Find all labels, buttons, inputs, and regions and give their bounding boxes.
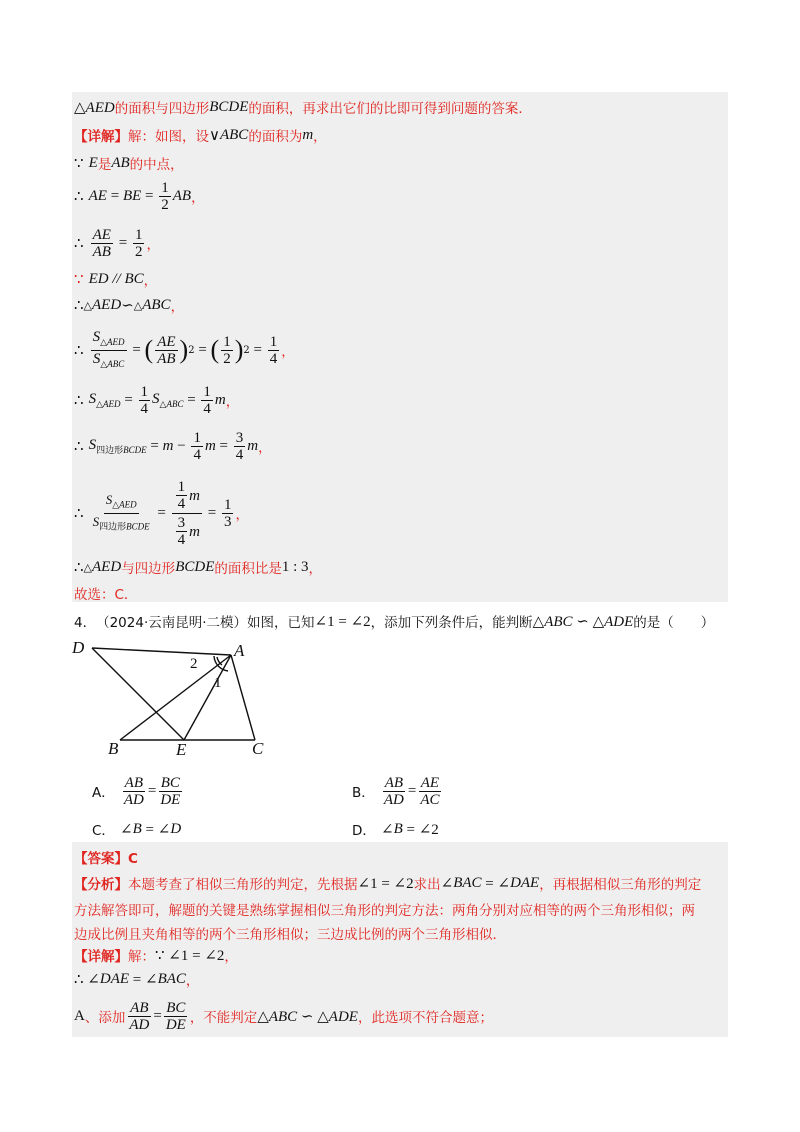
option-a-explain-label: A bbox=[74, 1007, 85, 1024]
option-a-label: A． bbox=[92, 785, 115, 801]
parallel-line: ∵ ED // BC ， bbox=[74, 270, 158, 289]
similar-line: ∴ △ AED ∽ △ ABC ， bbox=[74, 296, 185, 315]
segment-ba bbox=[120, 655, 231, 740]
analysis-tag: 【分析】 bbox=[74, 877, 128, 893]
answer-tag: 【答案】C bbox=[74, 851, 138, 867]
analysis-text-1b: 求出 bbox=[413, 877, 441, 893]
option-b-label: B． bbox=[352, 785, 375, 801]
area-ratio-line: ∴ $\frac{S_{\triangle AED}}{S_{\triangle ABC}}$ = ( $\frac{AE}{AB}$ ) 2 = ( $\frac{1}{2}$ ) 2 = $\frac{1}{4}$ ， bbox=[74, 328, 295, 369]
detail-text: 解：如图，设 bbox=[128, 129, 209, 145]
analysis-text-2: 方法解答即可，解题的关键是熟练掌握相似三角形的判定方法：两角分别对应相等的两个三角形相似；两 bbox=[74, 903, 695, 919]
detail2-line: 【详解】 解： ∵ ∠1 = ∠2 ， bbox=[74, 944, 238, 966]
analysis-text-1a: 本题考查了相似三角形的判定，先根据 bbox=[128, 877, 358, 893]
analysis-line-3 bbox=[74, 922, 506, 944]
therefore-symbol: ∴ bbox=[74, 188, 84, 205]
area-bcde-line: ∴ $S_{四边形BCDE}$ = m − $\frac{1}{4}$ m = $\frac{3}{4}$ m ， bbox=[74, 429, 272, 463]
analysis-text-3: 边成比例且夹角相等的两个三角形相似；三边成比例的两个三角形相似． bbox=[74, 927, 506, 943]
comma: ， bbox=[313, 129, 327, 145]
q4-end: 的是（ ） bbox=[633, 615, 715, 631]
label-d: D bbox=[72, 638, 85, 657]
detail2-tag: 【详解】 bbox=[74, 949, 128, 965]
detail-tag: 【详解】 bbox=[74, 129, 128, 145]
question-4: 4． （2024·云南昆明·二模）如图，已知 ∠1 = ∠2 ，添加下列条件后，能判断 △ABC ∽ △ADE 的是（ ） bbox=[74, 610, 714, 632]
geometry-figure bbox=[70, 636, 280, 760]
option-a[interactable]: A． $\frac{AB}{AD}$ = $\frac{BC}{DE}$ bbox=[92, 774, 181, 808]
analysis-text-1c: ，再根据相似三角形的判定 bbox=[539, 877, 702, 893]
label-e: E bbox=[176, 740, 187, 759]
analysis-line-1: 【分析】 本题考查了相似三角形的判定，先根据 ∠1 = ∠2 求出 ∠ BAC = ∠ DAE ，再根据相似三角形的判定 bbox=[74, 874, 702, 893]
conclusion-line: ∴ △ AED 与四边形 BCDE 的面积比是 1 : 3 ， bbox=[74, 558, 323, 577]
q4-source: （2024·云南昆明·二模）如图，已知 bbox=[96, 615, 315, 631]
option-a-cannot: ，不能判定 bbox=[189, 1010, 258, 1026]
option-b[interactable]: B． $\frac{AB}{AD}$ = $\frac{AE}{AC}$ bbox=[352, 774, 440, 808]
area-suffix: 的面积比是 bbox=[214, 561, 282, 577]
detail-tail: 的面积为 bbox=[248, 129, 303, 145]
option-a-explain-line: A 、添加 $\frac{AB}{AD}$ = $\frac{BC}{DE}$ ，不能判定 △ABC ∽ △ADE ，此选项不符合题意； bbox=[74, 999, 493, 1033]
midpoint-line: ∵ E 是 AB 的中点， bbox=[74, 154, 184, 173]
detail-line: 【详解】 解：如图，设 ∨ ABC 的面积为 m ， bbox=[74, 126, 327, 145]
is-text: 是 bbox=[97, 157, 112, 173]
label-a: A bbox=[234, 641, 245, 660]
label-c: C bbox=[252, 739, 264, 758]
intro-line: △AED 的面积与四边形 BCDE 的面积，再求出它们的比即可得到问题的答案． bbox=[74, 98, 532, 117]
option-a-add: 、添加 bbox=[84, 1010, 126, 1026]
ae-be-line: ∴ AE = BE = $\frac{1}{2}$ AB ， bbox=[74, 179, 205, 213]
area-prefix: 与四边形 bbox=[121, 561, 176, 577]
option-d-label: D． bbox=[352, 823, 376, 839]
ae-ab-line: ∴ $\frac{AE}{AB}$ = $\frac{1}{2}$ ， bbox=[74, 226, 160, 260]
segment-da bbox=[92, 648, 231, 655]
analysis-line-2 bbox=[74, 898, 695, 920]
intro-rest-text: 的面积，再求出它们的比即可得到问题的答案． bbox=[248, 101, 532, 117]
area-aed-line: ∴ $S_{\triangle AED}$ = $\frac{1}{4}$ $S_{\triangle ABC}$ = $\frac{1}{4}$ m ， bbox=[74, 383, 240, 417]
segment-ca bbox=[231, 655, 255, 740]
label-b: B bbox=[108, 739, 119, 758]
answer-line bbox=[74, 846, 138, 868]
label-angle-1: 1 bbox=[214, 675, 222, 691]
because-symbol: ∵ bbox=[74, 155, 84, 172]
q4-mid: ，添加下列条件后，能判断 bbox=[370, 615, 533, 631]
option-a-tail: ，此选项不符合题意； bbox=[357, 1010, 493, 1026]
label-angle-2: 2 bbox=[190, 656, 198, 672]
angle-equal-line: ∴ ∠ DAE = ∠ BAC ， bbox=[74, 970, 200, 989]
ratio-value: 1 : 3 bbox=[281, 558, 309, 575]
midpoint-text: 的中点， bbox=[129, 157, 184, 173]
choice-label: 故选：C． bbox=[74, 587, 138, 603]
option-c-label: C． bbox=[92, 823, 115, 839]
detail2-text: 解： bbox=[128, 949, 155, 965]
ratio-calc-line: ∴ $\frac{S_{\triangle AED}}{S_{四边形BCDE}}$ = $\frac{1}{4}$ m $\frac{3}{4}$ m = $\frac{1}{3}$ ， bbox=[74, 478, 249, 548]
q4-number: 4． bbox=[74, 615, 97, 631]
option-c[interactable]: C． ∠ B = ∠ D bbox=[92, 820, 182, 839]
choice-line bbox=[74, 582, 137, 604]
option-d[interactable]: D． ∠ B = ∠2 bbox=[352, 820, 439, 839]
intro-text: 的面积与四边形 bbox=[114, 101, 210, 117]
